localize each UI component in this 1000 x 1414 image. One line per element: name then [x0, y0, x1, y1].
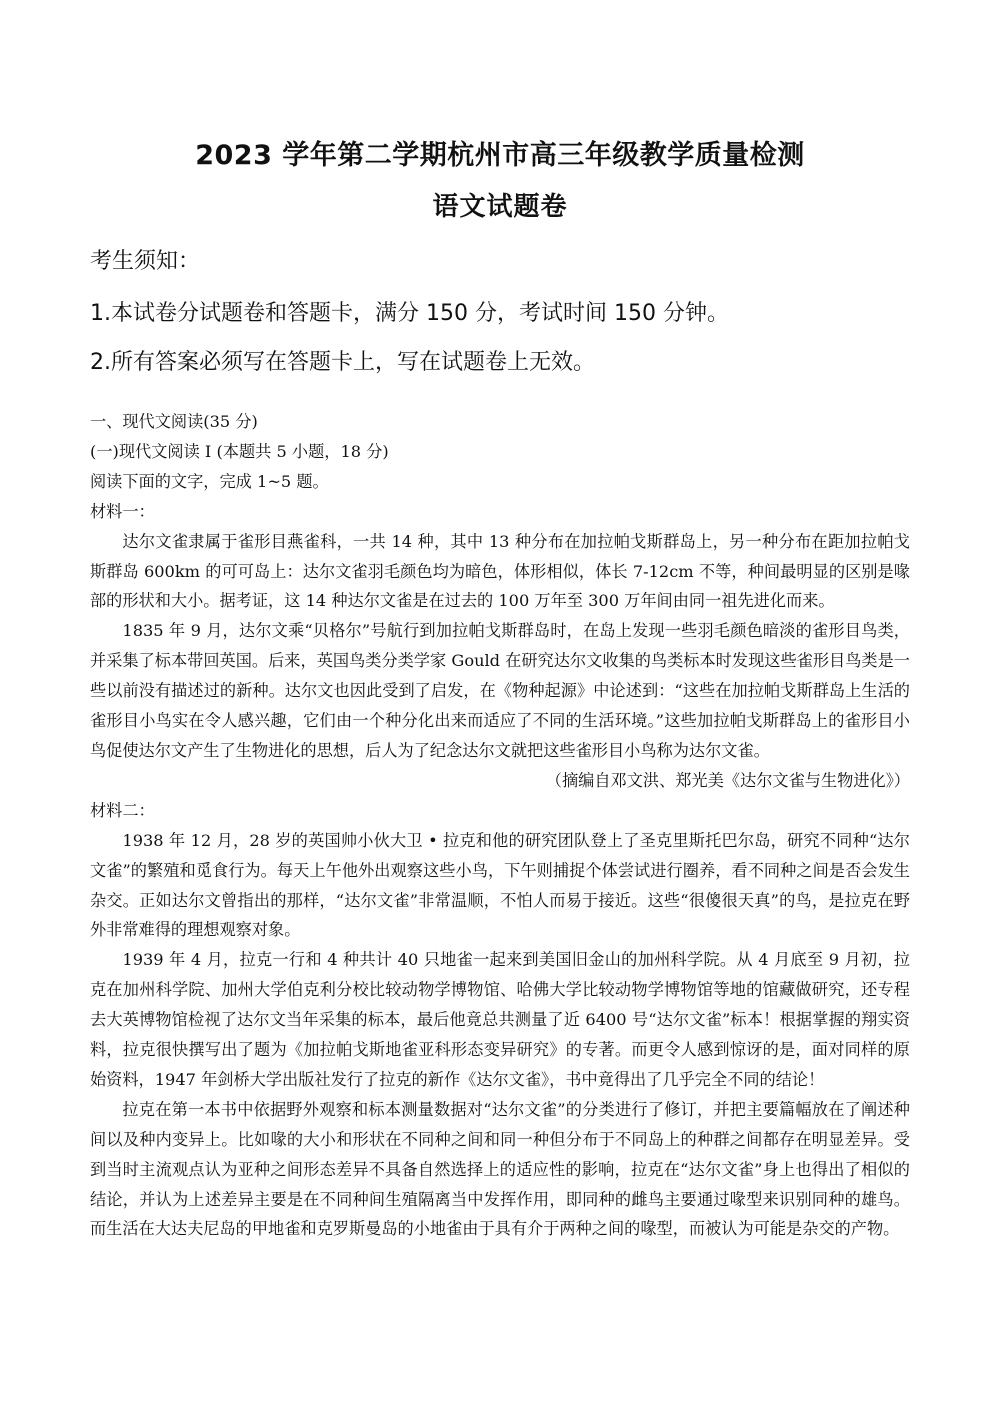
- part-heading: 一、现代文阅读(35 分): [90, 412, 258, 431]
- material-2-paragraph-2: 1939 年 4 月，拉克一行和 4 种共计 40 只地雀一起来到美国旧金山的加州科学院。从 4 月底至 9 月初，拉克在加州科学院、加州大学伯克利分校比较动物学博物馆、哈佛大学比较动物学博物馆等地的馆藏做研究，还专程去大英博物馆检视了达尔文当年采集的标本，最后他竟总共测量了近 6400 号“达尔文雀”标本！根据掌握的翔实资料，拉克很快撰写出了题为《加拉帕戈斯地雀亚科形态变异研究》的专著。而更令人感到惊讶的是，面对同样的原始资料，1947 年剑桥大学出版社发行了拉克的新作《达尔文雀》，书中竟得出了几乎完全不同的结论！: [90, 950, 910, 1089]
- material-2-paragraph-3: 拉克在第一本书中依据野外观察和标本测量数据对“达尔文雀”的分类进行了修订，并把主要篇幅放在了阐述种间以及种内变异上。比如喙的大小和形状在不同种之间和同一种但分布于不同岛上的种群之间都存在明显差异。受到当时主流观点认为亚种之间形态差异不具备自然选择上的适应性的影响，拉克在“达尔文雀”身上也得出了相似的结论，并认为上述差异主要是在不同种间生殖隔离当中发挥作用，即同种的雌鸟主要通过喙型来识别同种的雄鸟。而生活在大达夫尼岛的甲地雀和克罗斯曼岛的小地雀由于具有介于两种之间的喙型，而被认为可能是杂交的产物。: [90, 1099, 910, 1239]
- material-1-paragraph-2: 1835 年 9 月，达尔文乘“贝格尔”号航行到加拉帕戈斯群岛时，在岛上发现一些羽毛颜色暗淡的雀形目鸟类，并采集了标本带回英国。后来，英国鸟类分类学家 Gould 在研究达尔文收集的鸟类标本时发现这些雀形目鸟类是一些以前没有描述过的新种。达尔文也因此受到了启发，在《物种起源》中论述到：“这些在加拉帕戈斯群岛上生活的雀形目小鸟实在令人感兴趣，它们由一个种分化出来而适应了不同的生活环境。”这些加拉帕戈斯群岛上的雀形目小鸟促使达尔文产生了生物进化的思想，后人为了纪念达尔文就把这些雀形目小鸟称为达尔文雀。: [90, 621, 910, 760]
- instruction: 阅读下面的文字，完成 1~5 题。: [90, 471, 329, 491]
- material-1-label: 材料一：: [90, 501, 155, 521]
- material-2-label: 材料二：: [90, 800, 155, 820]
- exam-title: 2023 学年第二学期杭州市高三年级教学质量检测: [195, 140, 805, 171]
- material-1-source: （摘编自邓文洪、郑光美《达尔文雀与生物进化》）: [545, 770, 910, 790]
- notice-item-2: 2.所有答案必须写在答题卡上，写在试题卷上无效。: [90, 350, 595, 375]
- notice-heading: 考生须知：: [90, 249, 201, 274]
- paper-subtitle: 语文试题卷: [432, 192, 568, 222]
- material-1-paragraph-1: 达尔文雀隶属于雀形目燕雀科，一共 14 种，其中 13 种分布在加拉帕戈斯群岛上，另一种分布在距加拉帕戈斯群岛 600km 的可可岛上：达尔文雀羽毛颜色均为暗色，体形相似，体长 7-12cm 不等，种间最明显的区别是喙部的形状和大小。据考证，这 14 种达尔文雀是在过去的 100 万年至 300 万年间由同一祖先进化而来。: [90, 531, 910, 611]
- material-2-paragraph-1: 1938 年 12 月，28 岁的英国帅小伙大卫 • 拉克和他的研究团队登上了圣克里斯托巴尔岛，研究不同种“达尔文雀”的繁殖和觅食行为。每天上午他外出观察这些小鸟，下午则捕捉个体尝试进行圈养，看不同种之间是否会发生杂交。正如达尔文曾指出的那样，“达尔文雀”非常温顺，不怕人而易于接近。这些“很傻很天真”的鸟，是拉克在野外非常难得的理想观察对象。: [90, 830, 910, 940]
- reading-section: [90, 407, 910, 1244]
- sub-heading: (一)现代文阅读 I (本题共 5 小题，18 分): [90, 441, 389, 461]
- notice-item-1: 1.本试卷分试题卷和答题卡，满分 150 分，考试时间 150 分钟。: [90, 301, 729, 326]
